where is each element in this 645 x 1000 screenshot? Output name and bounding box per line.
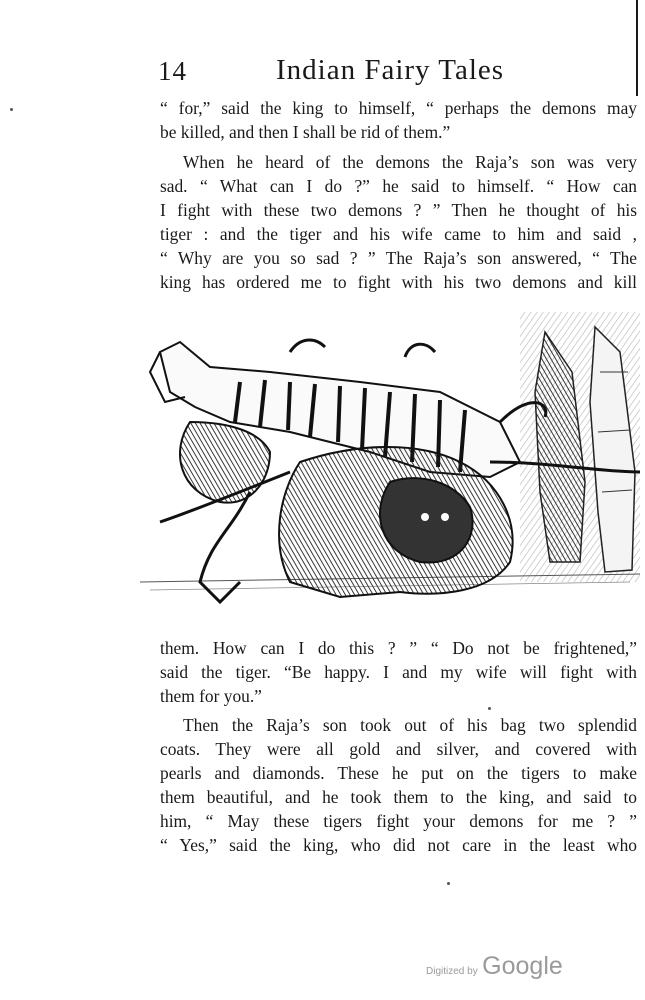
- text-line: sad. “ What can I do ?” he said to himself. “ How can: [160, 176, 637, 196]
- scan-speck: [447, 882, 450, 885]
- text-line: I fight with these two demons ? ” Then he thought of his: [160, 200, 637, 220]
- running-title: Indian Fairy Tales: [276, 54, 505, 86]
- text-line: pearls and diamonds. These he put on the tigers to make: [160, 763, 637, 783]
- page-number: 14: [158, 56, 187, 86]
- text-line: them for you.”: [160, 686, 262, 706]
- text-line: king has ordered me to fight with his two demons and kill: [160, 272, 637, 292]
- text-line: When he heard of the demons the Raja’s son was very: [183, 152, 637, 172]
- text-line: tiger : and the tiger and his wife came to him and said ,: [160, 224, 637, 244]
- text-line: “ for,” said the king to himself, “ perhaps the demons may: [160, 98, 637, 118]
- scan-speck: [488, 707, 491, 710]
- text-line: Then the Raja’s son took out of his bag two splendid: [183, 715, 637, 735]
- watermark-prefix: Digitized by: [426, 966, 478, 977]
- digitized-by-google-watermark: [426, 952, 563, 981]
- text-line: “ Yes,” said the king, who did not care in the least who: [160, 835, 637, 855]
- text-line: them beautiful, and he took them to the king, and said to: [160, 787, 637, 807]
- page-edge-rule: [636, 0, 638, 96]
- text-line: him, “ May these tigers fight your demons for me ? ”: [160, 811, 637, 831]
- text-line: said the tiger. “Be happy. I and my wife will fight with: [160, 662, 637, 682]
- text-line: them. How can I do this ? ” “ Do not be frightened,”: [160, 638, 637, 658]
- tigers-fighting-demons-illustration: [140, 312, 640, 620]
- text-line: coats. They were all gold and silver, and covered with: [160, 739, 637, 759]
- text-line: “ Why are you so sad ? ” The Raja’s son answered, “ The: [160, 248, 637, 268]
- watermark-brand: Google: [482, 952, 563, 980]
- text-line: be killed, and then I shall be rid of them.”: [160, 122, 451, 142]
- scan-speck: [10, 108, 13, 111]
